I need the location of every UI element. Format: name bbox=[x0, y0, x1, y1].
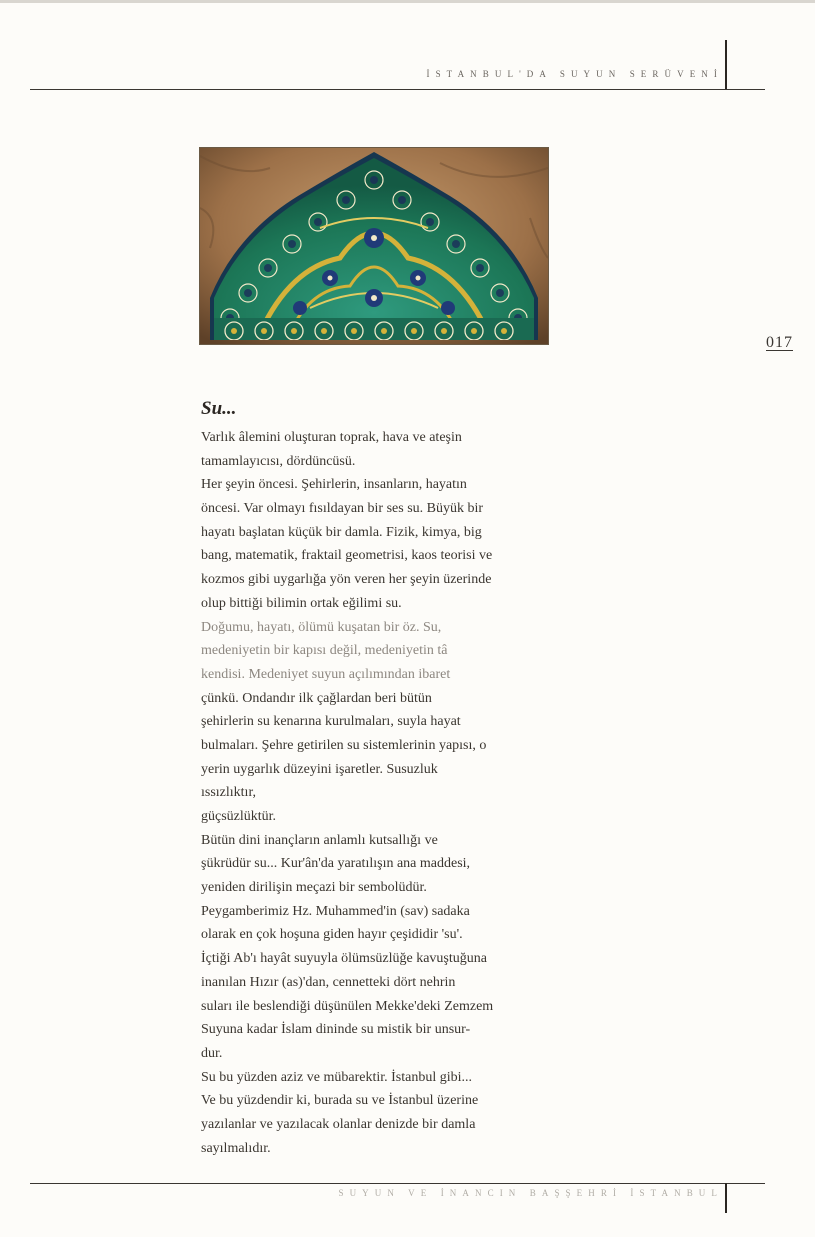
text-line: Suyuna kadar İslam dininde su mistik bir unsur- bbox=[201, 1022, 471, 1038]
text-line: sayılmalıdır. bbox=[201, 1140, 271, 1156]
text-line: olup bittiği bilimin ortak eğilimi su. bbox=[201, 595, 402, 611]
text-line: ıssızlıktır, bbox=[201, 785, 257, 801]
text-line: hayatı başlatan küçük bir damla. Fizik, kimya, big bbox=[201, 524, 482, 540]
text-line: şehirlerin su kenarına kurulmaları, suyla hayat bbox=[201, 714, 461, 730]
text-line: Bütün dini inançların anlamlı kutsallığı ve bbox=[201, 832, 438, 848]
text-line: öncesi. Var olmayı fısıldayan bir ses su. Büyük bir bbox=[201, 501, 484, 517]
footer-vertical-rule bbox=[725, 1183, 727, 1213]
text-line: suları ile beslendiği düşünülen Mekke'deki Zemzem bbox=[201, 998, 494, 1014]
running-footer: SUYUN VE İNANCIN BAŞŞEHRİ İSTANBUL bbox=[338, 1188, 723, 1198]
text-line: Varlık âlemini oluşturan toprak, hava ve ateşin bbox=[201, 430, 462, 445]
page-top-edge bbox=[0, 0, 815, 3]
text-line: yeniden dirilişin meçazi bir sembolüdür. bbox=[201, 880, 427, 896]
text-line: medeniyetin bir kapısı değil, medeniyetin tâ bbox=[201, 643, 448, 659]
text-line: yerin uygarlık düzeyini işaretler. Susuzluk bbox=[201, 761, 438, 777]
tile-lunette-image bbox=[199, 147, 549, 345]
text-line: tamamlayıcısı, dördüncüsü. bbox=[201, 453, 356, 469]
text-line: Ve bu yüzdendir ki, burada su ve İstanbul üzerine bbox=[201, 1093, 479, 1109]
text-line: şükrüdür su... Kur'ân'da yaratılışın ana maddesi, bbox=[201, 856, 471, 872]
page-number: 017 bbox=[766, 334, 793, 351]
text-line: Her şeyin öncesi. Şehirlerin, insanların, hayatın bbox=[201, 477, 467, 493]
text-line: bang, matematik, fraktail geometrisi, kaos teorisi ve bbox=[201, 548, 493, 564]
header-vertical-rule bbox=[725, 40, 727, 90]
text-line: inanılan Hızır (as)'dan, cennetteki dört nehrin bbox=[201, 974, 456, 990]
text-line: çünkü. Ondandır ilk çağlardan beri bütün bbox=[201, 690, 432, 706]
section-title: Su... bbox=[201, 398, 237, 419]
text-line: kozmos gibi uygarlığa yön veren her şeyin üzerinde bbox=[201, 572, 492, 588]
text-line: kendisi. Medeniyet suyun açılımından ibaret bbox=[201, 666, 451, 682]
body-text bbox=[201, 426, 561, 1160]
text-line: yazılanlar ve yazılacak olanlar denizde bir damla bbox=[201, 1116, 476, 1132]
text-line: bulmaları. Şehre getirilen su sistemlerinin yapısı, o bbox=[201, 737, 487, 753]
running-header: İSTANBUL'DA SUYUN SERÜVENİ bbox=[426, 69, 723, 79]
text-line: Doğumu, hayatı, ölümü kuşatan bir öz. Su, bbox=[201, 619, 442, 635]
footer-rule bbox=[30, 1183, 765, 1184]
text-line: Peygamberimiz Hz. Muhammed'in (sav) sadaka bbox=[201, 903, 470, 919]
text-line: dur. bbox=[201, 1045, 223, 1061]
text-line: Su bu yüzden aziz ve mübarektir. İstanbul gibi... bbox=[201, 1069, 472, 1085]
header-rule bbox=[30, 89, 765, 90]
text-line: olarak en çok hoşuna giden hayır çeşididir 'su'. bbox=[201, 927, 463, 943]
text-line: güçsüzlüktür. bbox=[201, 809, 277, 824]
text-line: İçtiği Ab'ı hayât suyuyla ölümsüzlüğe kavuştuğuna bbox=[201, 951, 487, 967]
